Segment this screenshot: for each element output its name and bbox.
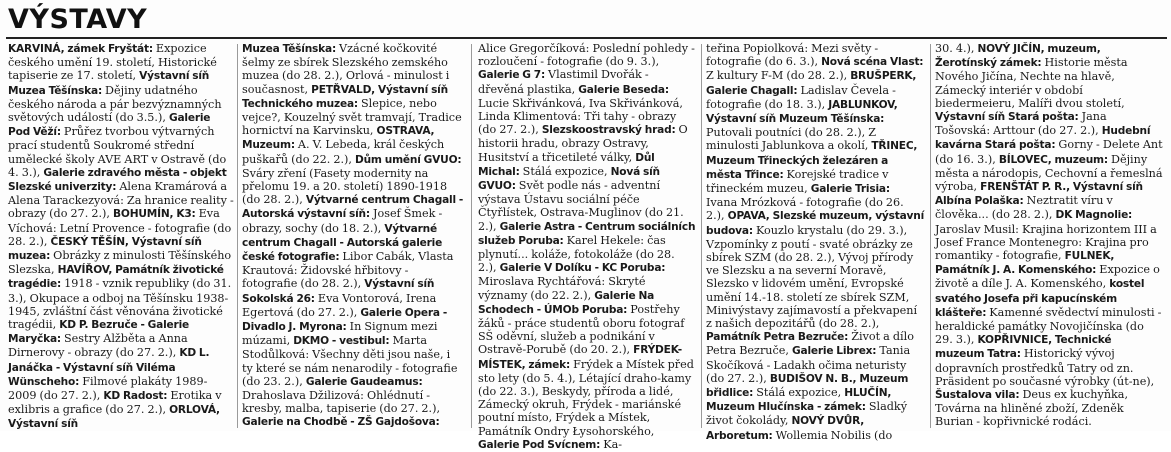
listing-text: Expozice o životě a díle J. A. Komenského,	[935, 263, 1160, 291]
listing-text: Ladislav Čevela - fotografie (do 18. 3.),	[706, 83, 896, 111]
listing-text: Marta Stodůlková: Všechny děti jsou naše, i ty které se nám nenarodily - fotografie (do 23. 2.),	[242, 334, 458, 388]
listing-text: teřina Popiolková: Mezi světy - fotografie (do 6. 3.),	[706, 42, 879, 69]
venue-name: KARVINÁ, zámek Fryštát:	[8, 43, 153, 55]
column-divider	[237, 44, 238, 428]
venue-name: BUDIŠOV N. B., Muzeum břidlice:	[706, 372, 909, 400]
listing-text: Svět podle nás - adventní výstava Ústavu sociální péče Čtyřlístek, Ostrava-Muglinov (do 21. 2.),	[478, 179, 684, 233]
venue-name: Slezskoostravský hrad:	[541, 124, 676, 137]
listing-column-4	[706, 42, 925, 442]
listing-text: Vlastimil Dvořák - dřevěná plastika,	[478, 68, 649, 96]
listing-text: Miroslava Rychtářová: Skryté významy (do 22. 2.),	[478, 275, 646, 302]
listing-text: Libor Cabák, Vlasta Krautová: Židovské hřbitovy - fotografie (do 28. 2.),	[242, 250, 454, 291]
venue-name: DK Magnolie:	[1055, 209, 1133, 222]
venue-name: HAVÍŘOV, Památník životické tragédie:	[8, 264, 224, 291]
venue-name: FRÝDEK-MÍSTEK, zámek:	[478, 344, 682, 371]
venue-name: Galerie Opera - Divadlo J. Myrona:	[242, 306, 448, 334]
listing-text: Deus ex kuchyňka, Továrna na hliněné zboží, Zdeněk Burian - kopřivnické rodáci.	[935, 388, 1129, 429]
listing-text: Jana Tošovská: Arttour (do 27. 2.),	[935, 110, 1107, 138]
venue-name: OPAVA, Slezské muzeum, výstavní budova:	[706, 210, 925, 237]
listing-text: Kouzlo krystalu (do 29. 3.), Vzpomínky z poutí - svaté obrázky ze sbírek SZM (do 28. 2.), Vývoj přírody ve Slezsku a na severní Moravě, Slezsko v lidovém umění, Evropské umění 14.-18. století ze sbírek SZM, Minivýstavy zajímavostí a překvapení z našich depozitářů (do 28. 2.),	[706, 223, 918, 331]
listing-text: Jaroslav Musil: Krajina horizontem III a Josef France Montenegro: Krajina pro romantiky - fotografie,	[935, 222, 1157, 263]
venue-name: FULNEK, Památník J. A. Komenského:	[935, 250, 1115, 277]
venue-name: Výtvarné centrum Chagall - Autorská galerie české fotografie:	[242, 222, 443, 264]
venue-name: ORLOVÁ, Výstavní síň	[8, 404, 220, 431]
listing-text: Drahoslava Džilizová: Ohlédnutí - kresby, malba, tapiserie (do 27. 2.),	[242, 389, 441, 416]
listing-text: Frýdek a Místek před sto lety (do 5. 4.), Létající draho-kamy (do 22. 3.), Beskydy, příroda a lidé, Zámecký okruh, Frýdek - mariánské poutní místo, Frýdek a Místek, Památník Ondry Łysohorského,	[478, 357, 694, 438]
listing-text: Erotika v exlibris a grafice (do 27. 2.),	[8, 389, 222, 417]
venue-name: Výtvarné centrum Chagall - Autorská výstavní síň:	[242, 194, 464, 221]
listing-text: O historii hradu, obrazy Ostravy, Husitství a třicetileté války,	[478, 123, 688, 164]
listing-text: Lucie Skřivánková, Iva Skřivánková, Linda Klimentová: Tři tahy - obrazy (do 27. 2.),	[478, 96, 683, 137]
venue-name: Galerie Astra - Centrum sociálních služeb Poruba:	[478, 220, 696, 247]
venue-name: Nová síň GVUO:	[478, 165, 660, 193]
venue-name: Galerie G 7:	[478, 69, 545, 82]
listing-text: Filmové plakáty 1989-2009 (do 27. 2.),	[8, 374, 208, 403]
listing-column-2	[242, 42, 464, 429]
section-heading: VÝSTAVY	[8, 4, 148, 35]
listing-text: Eva Víchová: Letní Provence - fotografie (do 28. 2.),	[8, 207, 232, 248]
venue-name: Galerie Beseda:	[578, 83, 669, 96]
listing-text: Korejské tradice v třineckém muzeu,	[706, 167, 889, 196]
venue-name: Galerie Trisia:	[810, 183, 890, 196]
listing-text: Putovali poutníci (do 28. 2.), Z minulosti Jablunkova a okolí,	[706, 126, 877, 153]
venue-name: Galerie Librex:	[792, 345, 877, 358]
venue-name: ČESKÝ TĚŠÍN, Výstavní síň muzea:	[8, 235, 202, 263]
listing-text: Dějiny města a národopis, Cechovní a řemeslná výroba,	[935, 152, 1163, 194]
venue-name: JABLUNKOV, Výstavní síň Muzeum Těšínska:	[706, 98, 898, 126]
venue-name: BOHUMÍN, K3:	[113, 208, 196, 221]
venue-name: Výstavní síň Stará pošta:	[935, 111, 1079, 124]
listing-column-5	[935, 42, 1163, 429]
listing-text: Ka-	[600, 437, 623, 451]
listing-column-3	[478, 42, 696, 451]
listing-text: Expozice českého umění 19. století, Historické tapiserie ze 17. století,	[8, 42, 217, 83]
venue-name: Hudební kavárna Stará pošta:	[935, 125, 1151, 152]
listing-text: 30. 4.),	[935, 42, 978, 55]
venue-name: NOVÝ JIČÍN, muzeum, Žerotínský zámek:	[935, 43, 1101, 70]
venue-name: TŘINEC, Muzeum Třineckých železáren a města Třince:	[706, 140, 918, 181]
listing-text: Eva Vontorová, Irena Egertová (do 27. 2.),	[242, 291, 437, 319]
listing-text: Historie města Nového Jičína, Nechte na hlavě, Zámecký interiér v období biedermeieru, Malíři dvou století,	[935, 56, 1128, 110]
venue-name: BÍLOVEC, muzeum:	[998, 153, 1108, 166]
venue-name: PETŘVALD, Výstavní síň Technického muzea:	[242, 83, 448, 110]
venue-name: Galerie na Chodbě - ZŠ Gajdošova:	[242, 416, 440, 429]
venue-name: Výstavní síň Muzea Těšínska:	[8, 70, 210, 97]
venue-name: Galerie Gaudeamus:	[305, 375, 423, 388]
venue-name: KD L. Janáčka - Výstavní síň Viléma Wünscheho:	[8, 347, 210, 388]
venue-name: Šustalova vila:	[935, 389, 1020, 402]
listing-text: Gorny - Delete Ant (do 16. 3.),	[935, 138, 1163, 166]
listing-text: In Signum mezi múzami,	[242, 320, 438, 348]
listing-text: Alena Kramárová a Alena Tarackezyová: Za hranice reality - obrazy (do 27. 2.),	[8, 180, 234, 221]
listing-text: Sestry Alžběta a Anna Dirnerovy - obrazy (do 27. 2.),	[8, 332, 188, 360]
venue-name: kostel svatého Josefa při kapucínském klášteře:	[935, 278, 1145, 319]
venue-name: HLUČÍN, Muzeum Hlučínska - zámek:	[706, 387, 892, 414]
listing-text: Stálá expozice,	[753, 386, 845, 400]
listing-text: Neztratit víru v člověka... (do 28. 2.),	[935, 194, 1113, 222]
venue-name: Galerie Pod Věží:	[8, 112, 211, 139]
listing-text: Dějiny udatného českého národa a pár bezvýznamných světových událostí (do 3.5.),	[8, 83, 222, 125]
venue-name: Dům umění GVUO:	[354, 153, 462, 166]
listing-text: Stálá expozice,	[519, 164, 611, 178]
venue-name: Galerie Pod Svícnem:	[478, 438, 601, 451]
venue-name: Nová scéna Vlast:	[821, 56, 924, 69]
listing-text: Obrázky z minulosti Těšínského Slezska,	[8, 249, 232, 277]
listing-text: Tania Skočíková - Ladakh očima neturisty (do 27. 2.),	[706, 344, 911, 385]
venue-name: DKMO - vestibul:	[293, 335, 390, 348]
venue-name: FRENŠTÁT P. R., Výstavní síň Albína Polaška:	[935, 181, 1143, 208]
listing-text: Z kultury F-M (do 28. 2.),	[706, 69, 851, 83]
venue-name: KOPŘIVNICE, Technické muzeum Tatra:	[935, 334, 1112, 361]
listing-text: Alice Gregorčíková: Poslední pohledy - rozloučení - fotografie (do 9. 3.),	[478, 42, 695, 69]
column-divider	[471, 44, 472, 428]
listing-text: Wollemia Nobilis (do	[772, 428, 893, 442]
venue-name: Důl Michal:	[478, 151, 655, 178]
listing-text: Kamenné svědectví minulosti - heraldické památky Novojičínska (do 29. 3.),	[935, 305, 1162, 347]
listing-text: Vzácné kočkovité šelmy ze sbírek Slezského zemského muzea (do 28. 2.), Orlová - minulost i současnost,	[242, 42, 450, 96]
listing-text: Karel Hekele: čas plynutí... koláže, fotokoláže (do 28. 2.),	[478, 233, 675, 275]
venue-name: Galerie Na Schodech - ÚMOb Poruba:	[478, 289, 655, 316]
venue-name: BRUŠPERK, Galerie Chagall:	[706, 70, 917, 97]
listing-text: Život a dílo Petra Bezruče,	[706, 330, 914, 358]
venue-name: Galerie zdravého města - objekt Slezské univerzity:	[8, 166, 227, 194]
listing-column-1	[8, 42, 234, 429]
venue-name: NOVÝ DVŮR, Arboretum:	[706, 415, 865, 442]
heading-rule	[6, 37, 1167, 39]
column-divider	[701, 44, 702, 428]
listing-text: Sváry zření (Fasety modernity na přelomu 19. a 20. století) 1890-1918 (do 28. 2.),	[242, 166, 448, 207]
venue-name: Výstavní síň Sokolská 26:	[242, 278, 435, 305]
listing-text: Historický vývoj dopravních prostředků Tatry od zn. Präsident po současné výrobky (út-ne),	[935, 347, 1155, 388]
listing-text: 1918 - vznik republiky (do 31. 3.), Okupace a odboj na Těšínsku 1938-1945, zvláštní část věnována životické tragédii,	[8, 277, 232, 332]
listing-text: Ivana Mrózková - fotografie (do 26. 2.),	[706, 196, 904, 223]
listing-text: A. V. Lebeda, král českých puškařů (do 22. 2.),	[242, 138, 445, 166]
venue-name: KD Radost:	[103, 390, 168, 403]
column-divider	[930, 44, 931, 428]
venue-name: Galerie V Dolíku - KC Poruba:	[499, 262, 666, 275]
listing-text: Postřehy žáků - práce studentů oboru fotograf SŠ oděvní, služeb a podnikání v Ostravě-Porubě (do 20. 2.),	[478, 302, 685, 357]
listing-text: Sladký život čokolády,	[706, 400, 908, 428]
listing-text: Slepice, nebo vejce?, Kouzelný svět tramvají, Tradice hornictví na Karvinsku,	[242, 96, 462, 138]
venue-name: Muzea Těšínska:	[242, 43, 336, 55]
listing-text: Průřez tvorbou výtvarných prací studentů Soukromé střední umělecké školy AVE ART v Ostravě (do 4. 3.),	[8, 125, 227, 179]
venue-name: Památník Petra Bezruče:	[706, 331, 849, 344]
venue-name: KD P. Bezruče - Galerie Maryčka:	[8, 319, 189, 346]
listing-text: Josef Šmek - obrazy, sochy (do 18. 2.),	[242, 207, 443, 235]
venue-name: OSTRAVA, Muzeum:	[242, 125, 435, 152]
